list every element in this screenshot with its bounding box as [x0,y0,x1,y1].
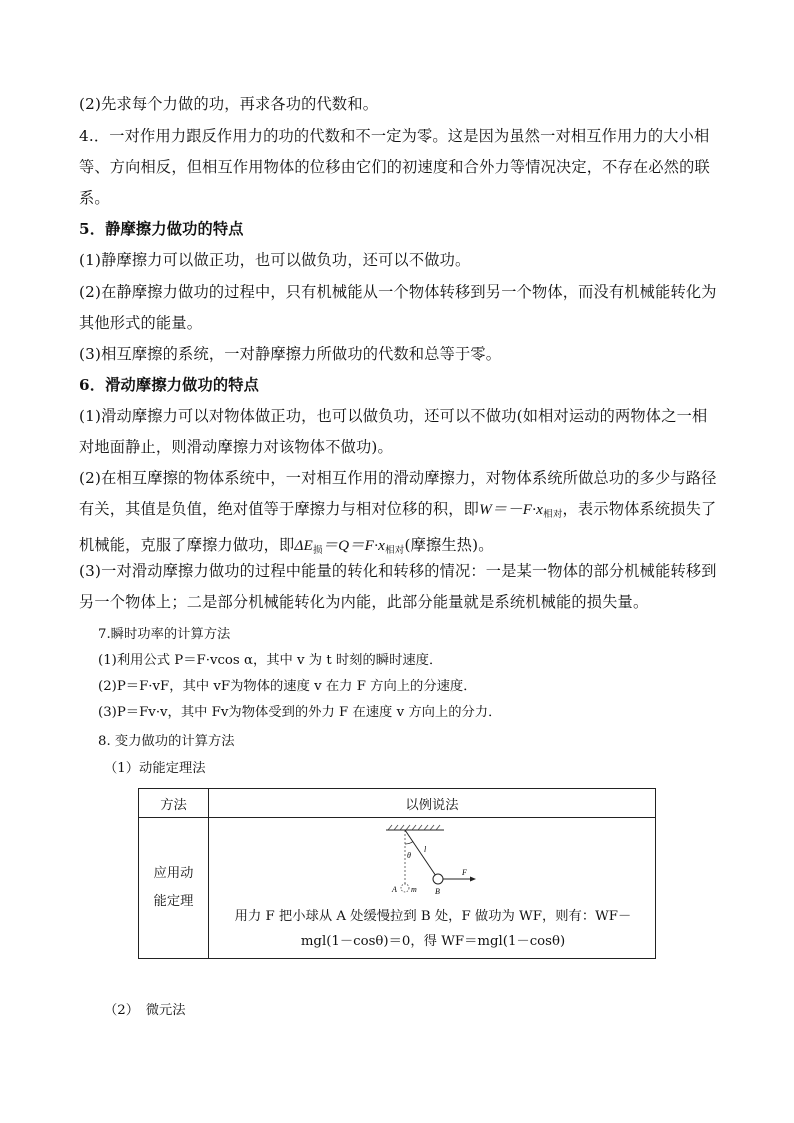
point-a-label: A [392,885,397,894]
sliding-friction-point-1: (1)滑动摩擦力可以对物体做正功，也可以做负功，还可以不做功(如相对运动的两物体之一相对地面静止，则滑动摩擦力对该物体不做功)。 [79,407,708,456]
static-friction-point-3: (3)相互摩擦的系统，一对静摩擦力所做功的代数和总等于零。 [79,345,502,363]
paragraph-sum-of-work: (2)先求每个力做的功，再求各功的代数和。 [79,95,379,113]
force-label: F [462,868,467,877]
ball-a [401,884,409,892]
point-b-label: B [435,887,440,896]
sliding-friction-point-3: (3)一对滑动摩擦力做功的过程中能量的转化和转移的情况：一是某一物体的部分机械能转移到另一个物体上；二是部分机械能转化为内能，此部分能量就是系统机械能的损失量。 [79,562,717,611]
table-header-method: 方法 [139,789,209,818]
ball-b [433,874,443,884]
power-method-3: (3)P＝Fv·v，其中 Fv为物体受到的外力 F 在速度 v 方向上的分力． [98,705,502,720]
heading-variable-force-work: 8. 变力做功的计算方法 [98,734,235,749]
table-cell-example [209,818,656,959]
table-cell-method: 应用动能定理 [139,818,209,959]
heading-static-friction: 5．静摩擦力做功的特点 [79,220,244,238]
method-table [138,788,656,959]
static-friction-point-1: (1)静摩擦力可以做正功，也可以做负功，还可以不做功。 [79,251,471,269]
heading-sliding-friction: 6．滑动摩擦力做功的特点 [79,376,260,394]
paragraph-action-reaction: 4.．一对作用力跟反作用力的功的代数和不一定为零。这是因为虽然一对相互作用力的大小相等、方向相反，但相互作用物体的位移由它们的初速度和合外力等情况决定，不存在必然的联系。 [79,127,710,207]
power-method-2: (2)P＝F·vF，其中 vF为物体的速度 v 在力 F 方向上的分速度． [98,679,477,694]
mass-label: m [411,885,417,894]
table-header-example: 以例说法 [209,789,656,818]
method-kinetic-energy-theorem: （1）动能定理法 [104,761,206,776]
theta-arc [405,842,413,844]
table-row [139,818,656,959]
ceiling-hatch [388,825,440,830]
method-micro-element: （2） 微元法 [104,1003,186,1018]
example-description: 用力 F 把小球从 A 处缓慢拉到 B 处，F 做功为 WF，则有：WF－mgl(1－cosθ)＝0，得 WF＝mgl(1－cosθ) [234,909,632,949]
sliding-friction-point-2: (2)在相互摩擦的物体系统中，一对相互作用的滑动摩擦力，对物体系统所做总功的多少与路径有关，其值是负值，绝对值等于摩擦力与相对位移的积，即$W=-F\cdot x_{相对}$，表示物体系统损失了机械能，克服了摩擦力做功，即$\Delta E_损=Q=F\cdot x_{相对}$(摩擦生热)。 [79,469,717,556]
power-method-1: (1)利用公式 P＝F·vcos α，其中 v 为 t 时刻的瞬时速度． [98,653,443,668]
table-header-row [139,789,656,818]
static-friction-point-2: (2)在静摩擦力做功的过程中，只有机械能从一个物体转移到另一个物体，而没有机械能转化为其他形式的能量。 [79,283,717,332]
heading-instant-power: 7.瞬时功率的计算方法 [98,627,231,642]
pendulum-figure [378,824,488,900]
length-label: l [424,845,427,854]
force-arrow-head [470,877,476,882]
theta-label: θ [407,851,411,860]
